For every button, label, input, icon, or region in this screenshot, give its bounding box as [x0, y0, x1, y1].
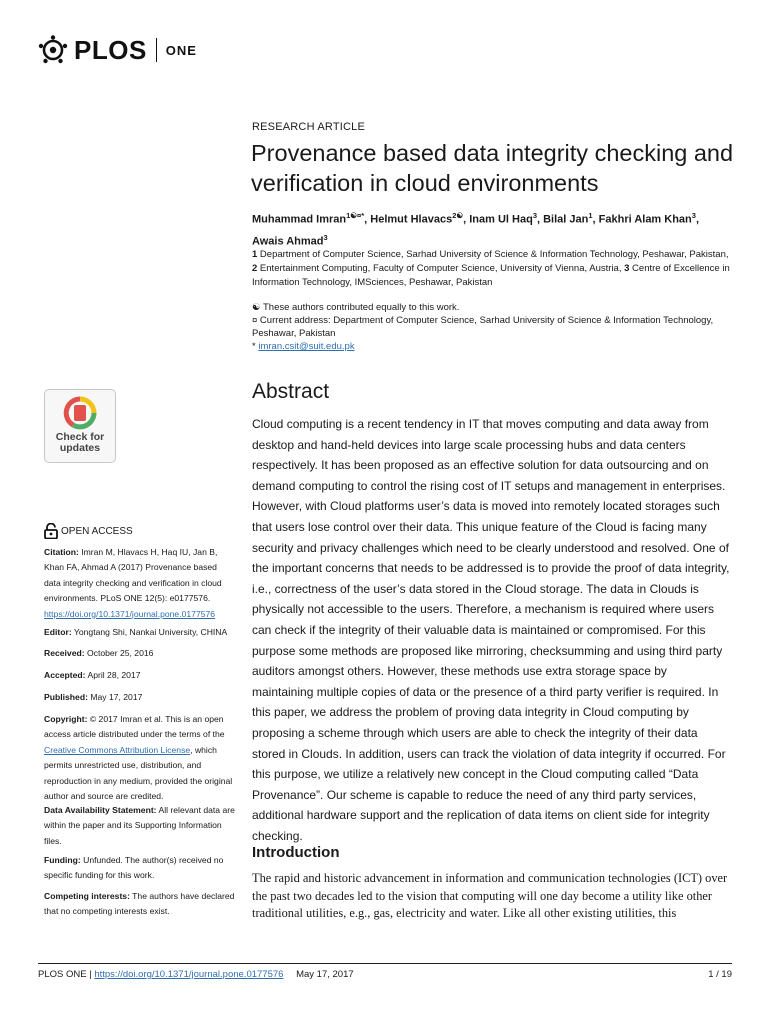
- author-sup: 3: [323, 232, 328, 242]
- editor-text: Yongtang Shi, Nankai University, CHINA: [71, 627, 228, 637]
- author-name[interactable]: Helmut Hlavacs: [370, 213, 453, 226]
- author-name[interactable]: Awais Ahmad: [252, 235, 324, 248]
- data-availability-label: Data Availability Statement:: [44, 805, 157, 815]
- affiliations: [252, 248, 732, 290]
- published-line: [44, 690, 236, 705]
- abstract-heading: Abstract: [252, 380, 330, 403]
- competing-interests-label: Competing interests:: [44, 891, 130, 901]
- copyright-text: © 2017 Imran et al. This is an open access article distributed under the terms of the: [44, 714, 225, 740]
- footer-journal: PLOS ONE: [38, 969, 87, 980]
- funding-text: Unfunded. The author(s) received no specific funding for this work.: [44, 855, 224, 881]
- page-number: 1 / 19: [708, 969, 732, 980]
- author-notes: [252, 301, 722, 353]
- badge-line1: Check for: [55, 431, 105, 443]
- competing-interests-text: The authors have declared that no competing interests exist.: [44, 891, 235, 917]
- funding-block: [44, 853, 236, 884]
- author-name[interactable]: Inam Ul Haq: [469, 213, 533, 226]
- equal-contribution-note: ☯ These authors contributed equally to this work.: [252, 302, 460, 313]
- footer-doi-link[interactable]: https://doi.org/10.1371/journal.pone.0177576: [94, 969, 284, 980]
- open-access-label: [44, 523, 133, 539]
- received-line: [44, 646, 236, 661]
- author-list: [252, 207, 732, 250]
- author-sup: 3: [691, 211, 696, 220]
- author-name[interactable]: Fakhri Alam Khan: [598, 213, 692, 226]
- accepted-label: Accepted:: [44, 670, 86, 680]
- author-sup: 3: [532, 211, 537, 220]
- author-separator: ,: [463, 213, 470, 226]
- citation-text: Imran M, Hlavacs H, Haq IU, Jan B, Khan FA, Ahmad A (2017) Provenance based data integrity checking and verification in cloud environments. PLoS ONE 12(5): e0177576.: [44, 547, 222, 604]
- author-sup: 2☯: [452, 211, 464, 220]
- badge-line2: updates: [59, 442, 101, 454]
- citation-label: Citation:: [44, 547, 79, 557]
- citation-block: [44, 545, 236, 622]
- funding-label: Funding:: [44, 855, 81, 865]
- open-access-text: OPEN ACCESS: [61, 525, 133, 537]
- introduction-text: The rapid and historic advancement in information and communication technologies (ICT) over the past two decades led to the vision that computing will one day become a utility like other traditional utilities, e.g., gas, electricity and water. Like all other existing utilities, this: [252, 871, 728, 921]
- affiliation-number: 1: [252, 249, 258, 260]
- author-name[interactable]: Muhammad Imran: [252, 213, 347, 226]
- check-for-updates-badge[interactable]: [44, 389, 116, 463]
- logo-divider: [156, 38, 157, 62]
- corresponding-email-link[interactable]: imran.csit@suit.edu.pk: [258, 341, 355, 352]
- data-availability-block: [44, 803, 236, 849]
- copyright-text-2: , which permits unrestricted use, distribution, and reproduction in any medium, provided the original author and source are credited.: [44, 744, 233, 802]
- author-sup: 1: [588, 211, 593, 220]
- received-label: Received:: [44, 648, 85, 658]
- corresponding-author-note: [252, 340, 722, 353]
- footer-separator: |: [86, 969, 95, 980]
- affiliation-text: Department of Computer Science, Sarhad University of Science & Information Technology, Peshawar, Pakistan,: [257, 249, 729, 260]
- badge-label: [45, 432, 115, 454]
- journal-name: ONE: [165, 42, 197, 58]
- affiliation-text: Centre of Excellence in Information Technology, IMSciences, Peshawar, Pakistan: [252, 263, 730, 288]
- affiliation-number: 2: [252, 263, 258, 274]
- data-availability-text: All relevant data are within the paper and its Supporting Information files.: [44, 805, 235, 846]
- plos-one-logo[interactable]: [38, 34, 197, 66]
- author-separator: ,: [695, 213, 700, 226]
- brand-name: PLOS: [74, 34, 147, 65]
- introduction-heading: Introduction: [252, 844, 340, 861]
- corresponding-marker: *: [252, 341, 259, 352]
- citation-doi-link[interactable]: https://doi.org/10.1371/journal.pone.0177576: [44, 608, 216, 619]
- author-separator: ,: [536, 213, 544, 226]
- license-link[interactable]: Creative Commons Attribution License: [44, 744, 191, 755]
- published-label: Published:: [44, 692, 88, 702]
- check-updates-icon: [63, 396, 97, 430]
- received-text: October 25, 2016: [84, 648, 154, 658]
- author-sup: 1☯¤*: [346, 211, 365, 220]
- plos-star-logo-icon: [38, 35, 68, 65]
- accepted-line: [44, 668, 236, 683]
- current-address-note: ¤ Current address: Department of Computer Science, Sarhad University of Science & Information Technology, Peshawar, Pakistan: [252, 315, 714, 339]
- article-type: RESEARCH ARTICLE: [252, 121, 366, 133]
- footer-date: May 17, 2017: [296, 969, 354, 980]
- copyright-label: Copyright:: [44, 714, 88, 724]
- affiliation-number: 3: [624, 263, 630, 274]
- published-text: May 17, 2017: [87, 692, 143, 702]
- editor-label: Editor:: [44, 627, 72, 637]
- page-footer: [38, 969, 354, 980]
- article-title: Provenance based data integrity checking and verification in cloud environments: [251, 140, 734, 196]
- affiliation-text: Entertainment Computing, Faculty of Computer Science, University of Vienna, Austria,: [257, 263, 625, 274]
- author-name[interactable]: Bilal Jan: [543, 213, 589, 226]
- open-lock-icon: [44, 523, 58, 539]
- accepted-text: April 28, 2017: [85, 670, 141, 680]
- copyright-block: [44, 712, 236, 804]
- competing-interests-block: [44, 889, 236, 920]
- author-separator: ,: [592, 213, 599, 226]
- author-separator: ,: [364, 213, 371, 226]
- footer-rule: [38, 963, 732, 964]
- abstract-text: Cloud computing is a recent tendency in IT that moves computing and data away from desktop and hand-held devices into large scale processing hubs and data centers respectively. It has been proposed as an effective solution for data outsourcing and on demand computing to control the rising cost of IT setups and management in enterprises. However, with Cloud platforms user’s data is moved into remotely located storages such that users lose control over their data. This unique feature of the Cloud is facing many security and privacy challenges which need to be clearly understood and resolved. One of the important concerns that needs to be addressed is to provide the proof of data integrity, i.e., correctness of the user’s data stored in the Cloud storage. The data in Clouds is physically not accessible to the users. Therefore, a mechanism is required where users can check if the integrity of their valuable data is maintained or compromised. For this purpose some methods are proposed like mirroring, checksumming and using third party auditors amongst others. However, these methods use extra storage space by maintaining multiple copies of data or the presence of a third party verifier is required. In this paper, we address the problem of proving data integrity in Cloud computing by proposing a scheme through which users are able to check the integrity of their data stored in Clouds. In addition, users can track the violation of data integrity if occurred. For this purpose, we utilize a relatively new concept in the Cloud computing called “Data Provenance”. Our scheme is capable to reduce the need of any third party services, additional hardware support and the replication of data items on client side for integrity checking.: [252, 417, 730, 843]
- editor-line: [44, 625, 236, 640]
